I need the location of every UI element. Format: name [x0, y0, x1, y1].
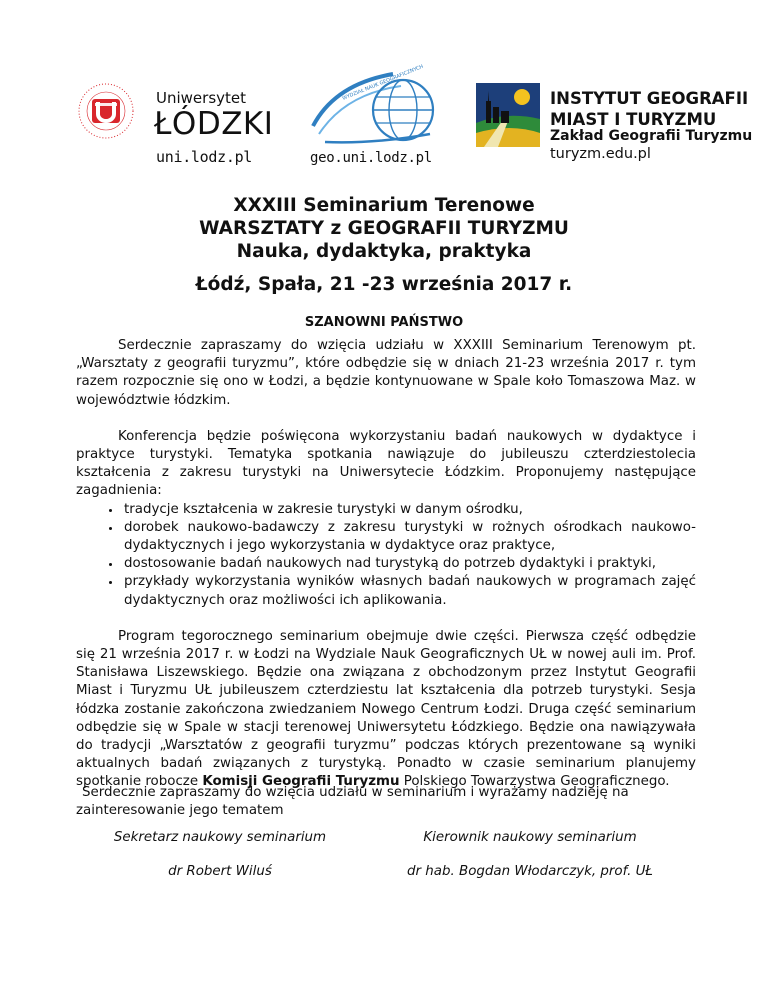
paragraph-program	[76, 628, 696, 792]
university-name-small: Uniwersytet	[156, 89, 246, 107]
signature-name: dr hab. Bogdan Włodarczyk, prof. UŁ	[407, 864, 653, 879]
svg-text:WYDZIAŁ NAUK GEOGRAFICZNYCH: WYDZIAŁ NAUK GEOGRAFICZNYCH	[341, 64, 425, 102]
faculty-globe-logo	[305, 64, 445, 148]
signature-role: Sekretarz naukowy seminarium	[113, 830, 327, 845]
letterhead	[0, 0, 768, 180]
event-dateline: Łódź, Spała, 21 -23 września 2017 r.	[195, 274, 573, 295]
commission-name: Komisji Geografii Turyzmu	[202, 774, 400, 790]
paragraph-conference: Konferencja będzie poświęcona wykorzystaniu badań naukowych w dydaktyce i praktyce turystyki. Tematyka spotkania nawiązuje do jubileuszu czterdziestolecia kształcenia z zakresu turystyki na Uniwersytecie Łódzkim. Proponujemy następujące zagadnienia:	[76, 428, 696, 499]
list-item: • przykłady wykorzystania wyników własnych badań naukowych w programach zajęć dydaktycznych oraz możliwości ich aplikowania.	[122, 573, 696, 609]
university-seal-logo	[67, 82, 145, 140]
faculty-url[interactable]: geo.uni.lodz.pl	[310, 150, 432, 166]
institute-url[interactable]: turyzm.edu.pl	[550, 146, 651, 162]
institute-name	[550, 88, 748, 130]
university-url[interactable]: uni.lodz.pl	[156, 148, 253, 166]
topics-list	[76, 501, 696, 610]
institute-logo	[476, 83, 540, 147]
salutation: SZANOWNI PAŃSTWO	[304, 315, 464, 330]
institute-name-line2: MIAST I TURYZMU	[550, 110, 717, 129]
department-name: Zakład Geografii Turyzmu	[550, 128, 753, 144]
program-text: Program tegorocznego seminarium obejmuje dwie części. Pierwsza część odbędzie się 21 września 2017 r. w Łodzi na Wydziale Nauk Geograficznych UŁ w nowej auli im. Prof. Stanisława Liszewskiego. Będzie ona związana z obchodzonym przez Instytut Geografii Miast i Turyzmu UŁ jubileuszem czterdziestu lat kształcenia dla potrzeb turystyki. Sesja łódzka zostanie zakończona zwiedzaniem Nowego Centrum Łodzi. Druga część seminarium odbędzie się w Spale w stacji terenowej Uniwersytetu Łódzkiego. Będzie ona nawiązywała do tradycji „Warsztatów z geografii turyzmu” podczas których prezentowane są wyniki aktualnych badań związanych z turystyką. Ponadto w czasie seminarium planujemy spotkanie robocze	[76, 628, 696, 790]
list-item: • dostosowanie badań naukowych nad turystyką do potrzeb dydaktyki i praktyki,	[122, 555, 696, 573]
title-line1: XXXIII Seminarium Terenowe	[233, 195, 535, 216]
closing-paragraph: Serdecznie zapraszamy do wzięcia udziału w seminarium i wyrażamy nadzieję na zainteresowanie jego tematem	[76, 785, 629, 819]
letter-body	[76, 337, 696, 792]
institute-name-line1: INSTYTUT GEOGRAFII	[550, 89, 749, 108]
university-name: ŁÓDZKI	[154, 106, 274, 142]
signature-name: dr Robert Wiluś	[168, 864, 272, 879]
list-item: • tradycje kształcenia w zakresie turystyki w danym ośrodku,	[122, 501, 696, 519]
seminar-title	[0, 194, 768, 263]
paragraph-invitation: Serdecznie zapraszamy do wzięcia udziału w XXXIII Seminarium Terenowym pt. „Warsztaty z geografii turyzmu”, które odbędzie się w dniach 21-23 września 2017 r. tym razem rozpocznie się ono w Łodzi, a będzie kontynuowane w Spale koło Tomaszowa Maz. w województwie łódzkim.	[76, 338, 696, 408]
signature-role: Kierownik naukowy seminarium	[423, 830, 637, 845]
title-line3: Nauka, dydaktyka, praktyka	[236, 241, 532, 262]
program-text-end: Polskiego Towarzystwa Geograficznego.	[399, 774, 670, 790]
list-item: • dorobek naukowo-badawczy z zakresu turystyki w rożnych ośrodkach naukowo-dydaktycznych i jego wykorzystania w dydaktyce oraz praktyce,	[122, 519, 696, 555]
title-line2: WARSZTATY z GEOGRAFII TURYZMU	[199, 218, 569, 239]
